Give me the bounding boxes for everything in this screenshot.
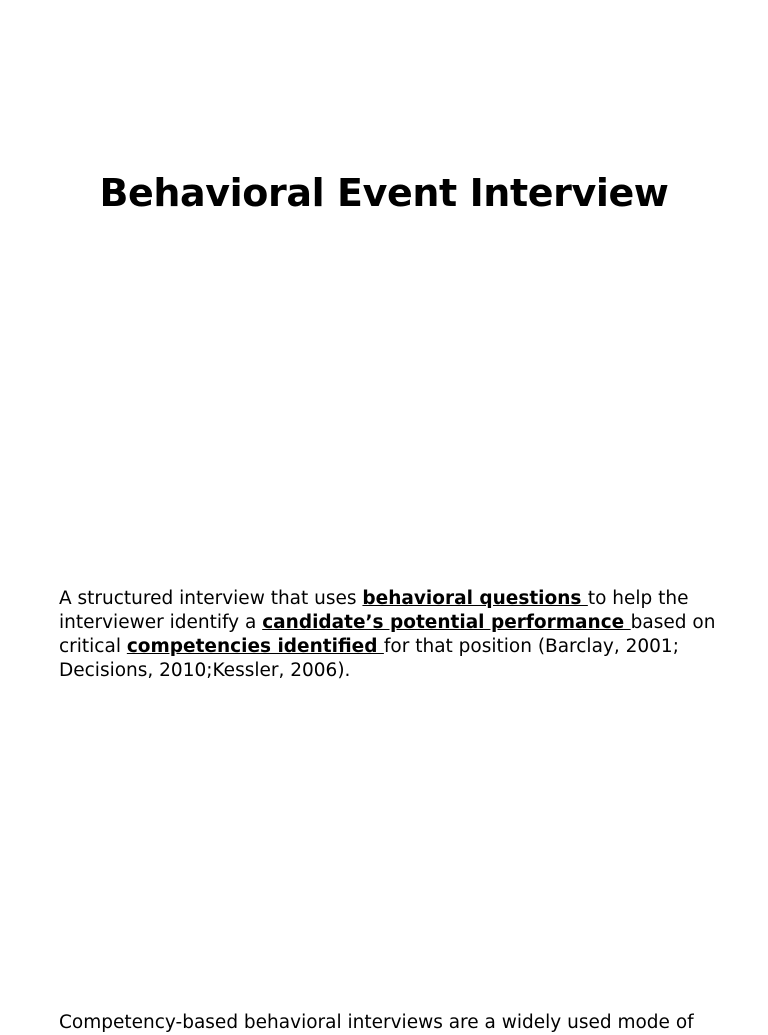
paragraph-text: based on critical — [59, 612, 716, 657]
paragraph-text: for that position (Barclay, 2001; Decisions, 2010;Kessler, 2006). — [59, 636, 679, 681]
emphasis-behavioral-questions: behavioral questions — [362, 588, 588, 609]
cutoff-paragraph: Competency-based behavioral interviews are a widely used mode of — [59, 1012, 694, 1033]
emphasis-competencies-identified: competencies identified — [126, 636, 384, 657]
definition-paragraph — [59, 587, 719, 683]
paragraph-text: A structured interview that uses — [59, 588, 363, 609]
emphasis-candidate-performance: candidate’s potential performance — [262, 612, 631, 633]
paragraph-text: to help the interviewer identify a — [59, 588, 689, 633]
page-title: Behavioral Event Interview — [99, 171, 669, 215]
